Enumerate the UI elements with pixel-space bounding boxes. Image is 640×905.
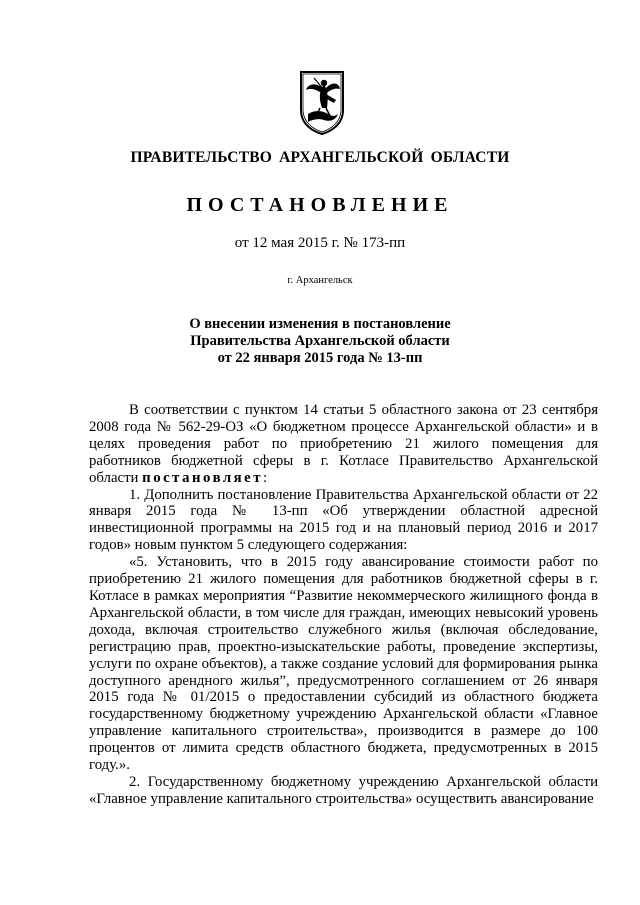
document-date-number: от 12 мая 2015 г. № 173-пп bbox=[234, 235, 406, 251]
title-line: от 22 января 2015 года № 13-пп bbox=[217, 350, 423, 366]
decree-word: постановляет bbox=[142, 469, 264, 486]
organization-name: ПРАВИТЕЛЬСТВО АРХАНГЕЛЬСКОЙ ОБЛАСТИ bbox=[130, 149, 510, 166]
title-line: Правительства Архангельской области bbox=[190, 333, 450, 349]
document-city: г. Архангельск bbox=[287, 275, 353, 286]
paragraph-text-end: : bbox=[263, 469, 268, 486]
paragraph: 1. Дополнить постановление Правительства Архангельской области от 22 января 2015 года № 13-пп «Об утверждении областной адресной инвестиционной программы на 2015 год и на плановый период 2016 и 2017 годов» новым пунктом 5 следующего содержания: bbox=[89, 486, 598, 554]
title-line: О внесении изменения в постановление bbox=[189, 316, 451, 332]
document-body bbox=[89, 402, 598, 808]
coat-of-arms-icon bbox=[298, 70, 346, 136]
paragraph: 2. Государственному бюджетному учреждению Архангельской области «Главное управление капитального строительства» осуществить авансирование bbox=[89, 773, 598, 807]
paragraph bbox=[89, 402, 598, 487]
paragraph-text: В соответствии с пунктом 14 статьи 5 областного закона от 23 сентября 2008 года № 562-29-ОЗ «О бюджетном процессе Архангельской области» и в целях проведения работ по приобретению 21 жилого помещения для работников бюджетной сферы в г. Котласе Правительство Архангельской области bbox=[89, 402, 598, 486]
paragraph: «5. Установить, что в 2015 году авансирование стоимости работ по приобретению 21 жилого помещения для работников бюджетной сферы в г. Котласе в рамках мероприятия “Развитие некоммерческого жилищного фонда в Архангельской области, в том числе для граждан, имеющих невысокий уровень дохода, включая строительство служебного жилья (включая обследование, регистрацию прав, проектно-изыскательские работы, проведение экспертизы, услуги по охране объектов), а также создание условий для формирования рынка доступного арендного жилья”, предусмотренного соглашением от 26 января 2015 года № 01/2015 о предоставлении субсидий из областного бюджета государственному бюджетному учреждению Архангельской области «Главное управление капитального строительства», производится в размере до 100 процентов от лимита средств областного бюджета, предусмотренных в 2015 году.». bbox=[89, 554, 598, 774]
document-title bbox=[0, 316, 640, 367]
document-type-heading: ПОСТАНОВЛЕНИЕ bbox=[186, 194, 454, 216]
